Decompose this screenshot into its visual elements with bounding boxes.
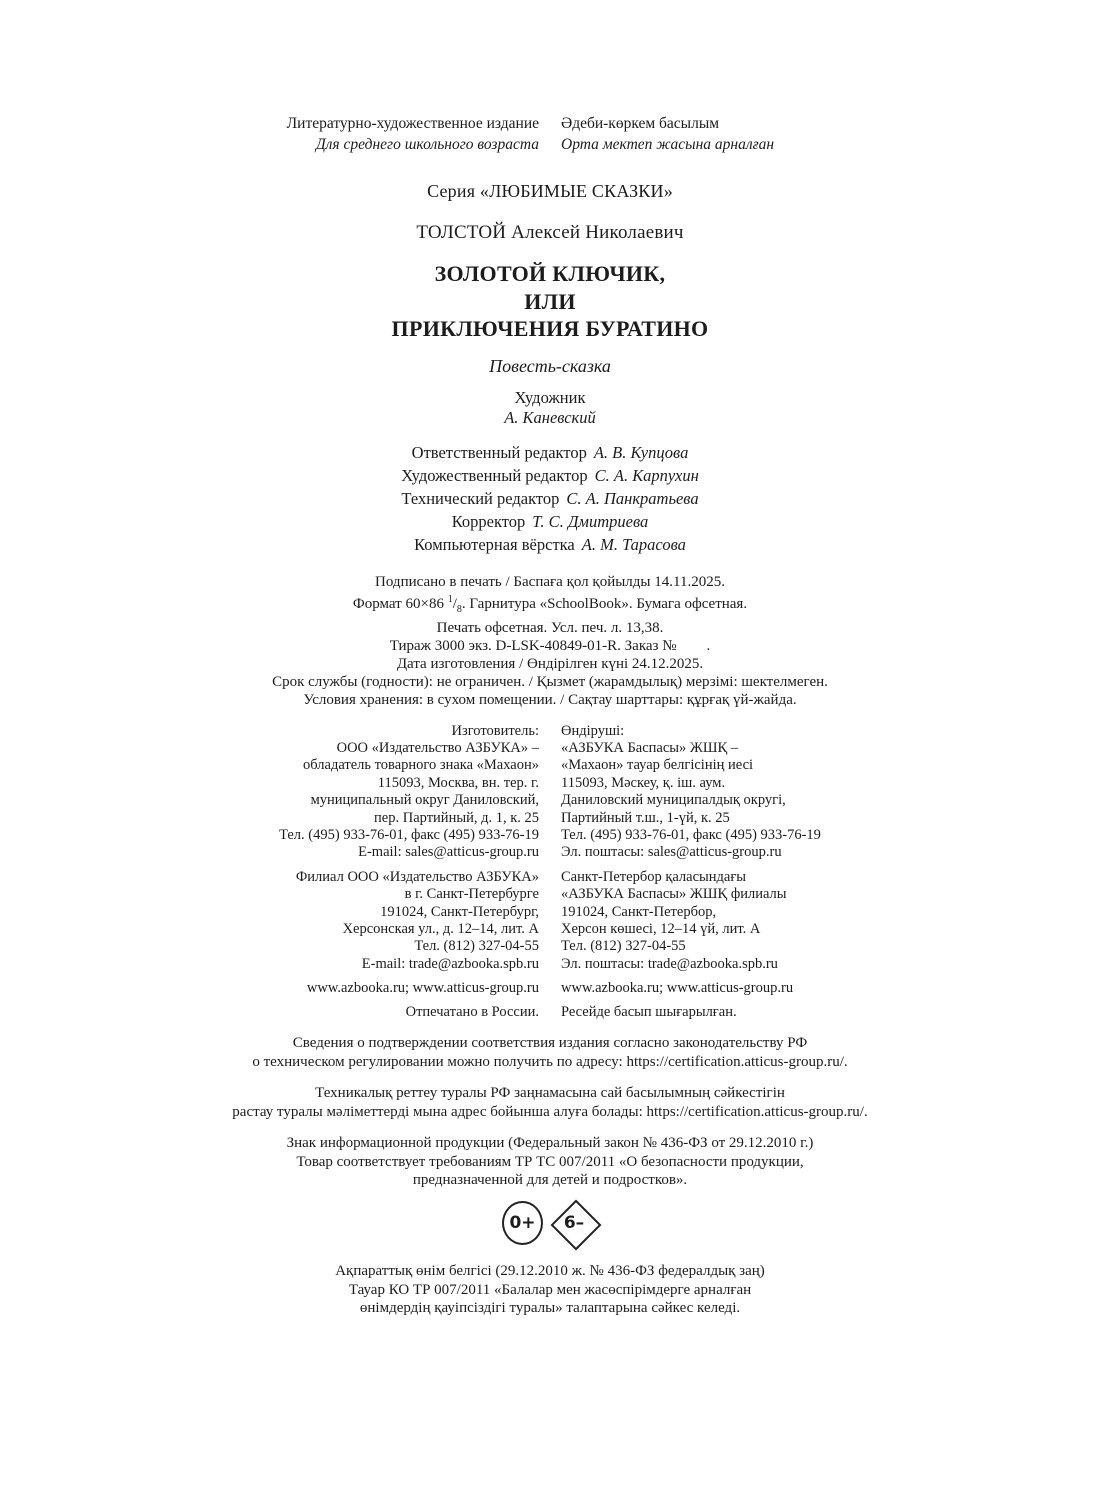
manufacturer-ru-line: обладатель товарного знака «Махаон» — [303, 757, 539, 774]
staff-list — [120, 441, 980, 556]
manufacturer-kz-phone: Тел. (495) 933-76-01, факс (495) 933-76-19 — [561, 826, 821, 843]
manufacturer-ru — [120, 723, 539, 862]
book-title-line1: ЗОЛОТОЙ КЛЮЧИК, — [434, 261, 666, 286]
branch-ru — [120, 869, 539, 1021]
edition-header-ru — [120, 113, 539, 155]
imprint-date: Дата изготовления / Өндірілген күні 24.12.2025. — [396, 655, 704, 672]
printed-in-kz: Ресейде басып шығарылған. — [561, 1003, 737, 1020]
staff-role: Художественный редактор — [401, 465, 588, 485]
edition-note-ru: Литературно-художественное издание — [286, 115, 539, 132]
imprint-format — [120, 591, 980, 619]
staff-row — [120, 441, 980, 464]
branch-kz-email: Эл. поштасы: trade@azbooka.spb.ru — [561, 955, 778, 972]
imprint-block — [120, 573, 980, 709]
info-sign-kz-line3: өнімдердің қауіпсіздігі туралы» талаптарына сәйкес келеді. — [359, 1300, 741, 1317]
staff-role: Технический редактор — [401, 488, 560, 508]
series-name: Серия «ЛЮБИМЫЕ СКАЗКИ» — [427, 181, 673, 201]
staff-row — [120, 487, 980, 510]
staff-row — [120, 510, 980, 533]
manufacturer-kz-line: Өндіруші: — [561, 722, 625, 739]
branch-ru-line: в г. Санкт-Петербурге — [404, 886, 539, 903]
fraction-numerator: 1 — [447, 593, 453, 605]
artist-name: А. Каневский — [504, 408, 596, 427]
branch-ru-phone: Тел. (812) 327-04-55 — [414, 938, 539, 955]
book-subtitle: Повесть-сказка — [489, 355, 611, 376]
format-fraction — [447, 593, 462, 615]
info-sign-kz — [120, 1262, 980, 1318]
imprint-storage: Условия хранения: в сухом помещении. / Сақтау шарттары: құрғақ үй-жайда. — [303, 691, 797, 708]
staff-role: Ответственный редактор — [411, 442, 587, 462]
fraction-denominator: 8 — [456, 603, 462, 615]
manufacturer-kz-line: 115093, Мәскеу, қ. іш. аум. — [561, 774, 726, 791]
imprint-signed: Подписано в печать / Баспаға қол қойылды 14.11.2025. — [375, 573, 725, 590]
manufacturer-kz-line: Даниловский муниципалдық округі, — [561, 792, 786, 809]
certification-kz — [120, 1084, 980, 1121]
fraction-separator: / — [452, 595, 457, 612]
manufacturer-kz-line: Партийный т.ш., 1-үй, к. 25 — [561, 809, 730, 826]
manufacturer-ru-line: Изготовитель: — [451, 722, 539, 739]
book-title-line2: ИЛИ — [524, 288, 576, 314]
branch-kz-line: 191024, Санкт-Петербор, — [561, 903, 717, 920]
certification-ru-line1: Сведения о подтверждении соответствия издания согласно законодательству РФ — [292, 1035, 808, 1051]
staff-person: Т. С. Дмитриева — [532, 511, 649, 531]
info-sign-ru-line3: предназначенной для детей и подростков». — [412, 1172, 688, 1189]
staff-person: А. В. Купцова — [593, 442, 689, 462]
artist-label: Художник — [514, 387, 586, 407]
imprint-tirazh: Тираж 3000 экз. D-LSK-40849-01-R. Заказ № . — [389, 637, 711, 654]
branch-kz-line: Санкт-Петербор қаласындағы — [561, 868, 747, 885]
age-mark-6minus-label: 6– — [563, 1212, 585, 1233]
websites-ru: www.azbooka.ru; www.atticus-group.ru — [306, 980, 539, 997]
branch-kz-line: Херсон көшесі, 12–14 үй, лит. А — [561, 920, 761, 937]
certification-kz-line1: Техникалық реттеу туралы РФ заңнамасына сай басылымның сәйкестігін — [315, 1085, 785, 1102]
age-note-ru: Для среднего школьного возраста — [315, 136, 539, 153]
printed-in-ru: Отпечатано в России. — [405, 1003, 539, 1020]
certification-kz-line2: растау туралы мәліметтерді мына адрес бойынша алуға болады: https://certification.atticus-group.ru/. — [232, 1104, 868, 1121]
certification-ru — [120, 1034, 980, 1071]
edition-note-kz: Әдеби-көркем басылым — [561, 115, 720, 132]
edition-header-kz — [561, 113, 980, 155]
manufacturer-ru-line: ООО «Издательство АЗБУКА» – — [336, 739, 539, 756]
imprint-format-prefix: Формат 60×86 — [352, 595, 448, 612]
staff-person: С. А. Панкратьева — [566, 488, 699, 508]
artist-block — [120, 388, 980, 429]
branch-ru-email: E-mail: trade@azbooka.spb.ru — [361, 955, 539, 972]
author-name: ТОЛСТОЙ Алексей Николаевич — [416, 222, 684, 243]
imprint-print-type: Печать офсетная. Усл. печ. л. 13,38. — [436, 619, 664, 636]
edition-header — [120, 113, 980, 155]
staff-person: С. А. Карпухин — [594, 465, 699, 485]
branch-block — [120, 869, 980, 1021]
staff-row — [120, 464, 980, 487]
staff-person: А. М. Тарасова — [581, 534, 686, 554]
manufacturer-ru-phone: Тел. (495) 933-76-01, факс (495) 933-76-19 — [279, 826, 539, 843]
info-sign-kz-line1: Ақпараттық өнім белгісі (29.12.2010 ж. № 436-ФЗ федералдық заң) — [335, 1262, 765, 1279]
age-mark-0plus-icon: 0+ — [502, 1201, 543, 1245]
branch-kz — [561, 869, 980, 1021]
manufacturer-ru-line: муниципальный округ Даниловский, — [310, 792, 539, 809]
imprint-service-life: Срок службы (годности): не ограничен. / Қызмет (жарамдылық) мерзімі: шектелмеген. — [272, 673, 828, 690]
staff-row — [120, 533, 980, 556]
branch-ru-line: 191024, Санкт-Петербург, — [380, 903, 539, 920]
staff-role: Корректор — [451, 511, 526, 531]
info-sign-kz-line2: Тауар КО ТР 007/2011 «Балалар мен жасөспірімдерге арналған — [348, 1281, 752, 1298]
websites-kz: www.azbooka.ru; www.atticus-group.ru — [561, 980, 794, 997]
branch-kz-phone: Тел. (812) 327-04-55 — [561, 938, 686, 955]
manufacturer-kz-line: «АЗБУКА Баспасы» ЖШҚ – — [561, 739, 739, 756]
info-sign-ru-line1: Знак информационной продукции (Федеральный закон № 436-ФЗ от 29.12.2010 г.) — [286, 1134, 814, 1151]
branch-ru-line: Филиал ООО «Издательство АЗБУКА» — [295, 868, 539, 885]
age-note-kz: Орта мектеп жасына арналған — [561, 136, 775, 153]
certification-ru-line2: о техническом регулировании можно получить по адресу: https://certification.atticus-group.ru/. — [252, 1053, 848, 1070]
manufacturer-kz-email: Эл. поштасы: sales@atticus-group.ru — [561, 844, 782, 861]
imprint-format-suffix: . Гарнитура «SchoolBook». Бумага офсетная. — [461, 595, 748, 612]
age-mark-6minus-icon — [550, 1199, 598, 1247]
book-title-line3: ПРИКЛЮЧЕНИЯ БУРАТИНО — [391, 316, 709, 341]
manufacturer-ru-line: пер. Партийный, д. 1, к. 25 — [374, 809, 539, 826]
branch-kz-line: «АЗБУКА Баспасы» ЖШҚ филиалы — [561, 886, 787, 903]
manufacturer-kz-line: «Махаон» тауар белгісінің иесі — [561, 757, 754, 774]
manufacturer-ru-line: 115093, Москва, вн. тер. г. — [377, 774, 539, 791]
staff-role: Компьютерная вёрстка — [414, 534, 575, 554]
branch-ru-line: Херсонская ул., д. 12–14, лит. А — [342, 920, 539, 937]
manufacturer-block — [120, 723, 980, 862]
book-title — [120, 260, 980, 343]
age-marks — [120, 1199, 980, 1247]
manufacturer-ru-email: E-mail: sales@atticus-group.ru — [358, 844, 539, 861]
info-sign-ru — [120, 1134, 980, 1190]
info-sign-ru-line2: Товар соответствует требованиям ТР ТС 007/2011 «О безопасности продукции, — [296, 1153, 804, 1170]
manufacturer-kz — [561, 723, 980, 862]
